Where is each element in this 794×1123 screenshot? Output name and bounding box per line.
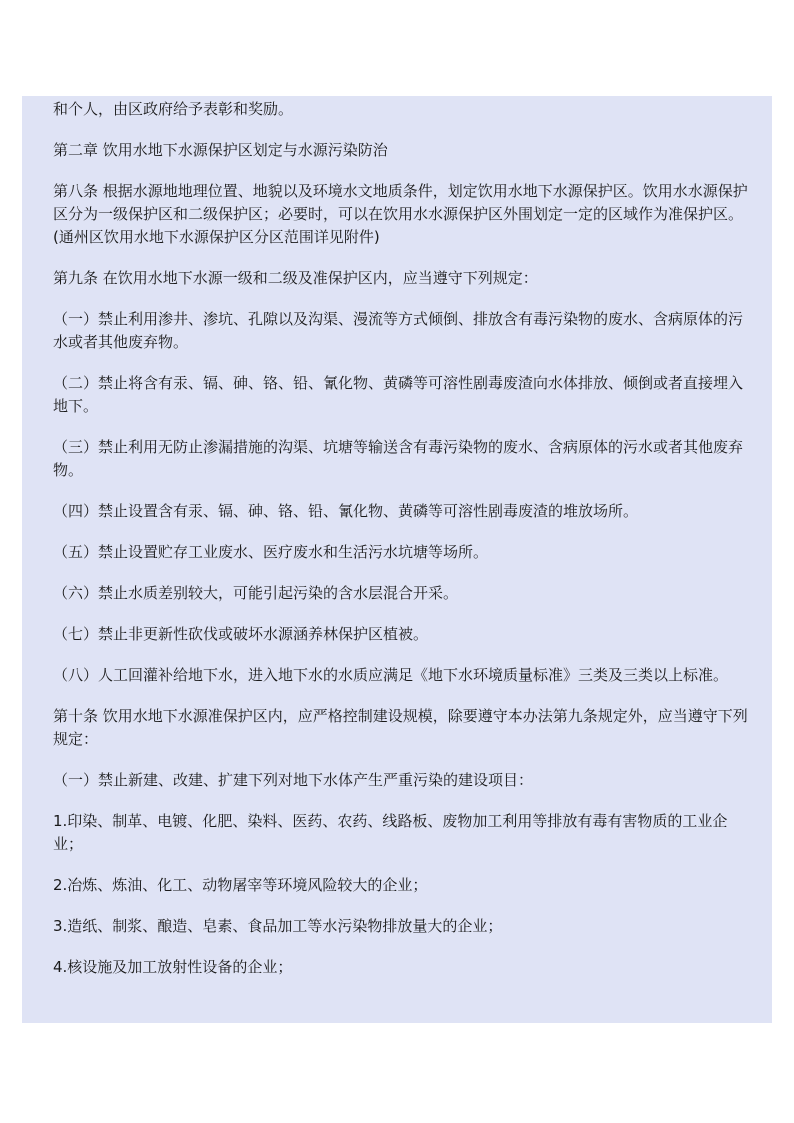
list-item-3: 3.造纸、制浆、酿造、皂素、食品加工等水污染物排放量大的企业； [53,917,503,935]
article-9-item-4: （四）禁止设置含有汞、镉、砷、铬、铅、氰化物、黄磷等可溶性剧毒废渣的堆放场所。 [53,502,639,520]
chapter-heading: 第二章 饮用水地下水源保护区划定与水源污染防治 [53,141,388,159]
list-item-1: 1.印染、制革、电镀、化肥、染料、医药、农药、线路板、废物加工利用等排放有毒有害物质的工业企业； [53,812,728,853]
article-9-item-3: （三）禁止利用无防止渗漏措施的沟渠、坑塘等输送含有毒污染物的废水、含病原体的污水或者其他废弃物。 [53,438,744,479]
article-8: 第八条 根据水源地地理位置、地貌以及环境水文地质条件，划定饮用水地下水源保护区。饮用水水源保护区分为一级保护区和二级保护区；必要时，可以在饮用水水源保护区外围划定一定的区域作为准保护区。(通州区饮用水地下水源保护区分区范围详见附件) [53,182,748,246]
article-9-item-7: （七）禁止非更新性砍伐或破坏水源涵养林保护区植被。 [53,625,429,643]
article-10: 第十条 饮用水地下水源准保护区内，应严格控制建设规模，除要遵守本办法第九条规定外，应当遵守下列规定： [53,707,748,748]
document-content-panel [22,96,772,1023]
article-9-item-1: （一）禁止利用渗井、渗坑、孔隙以及沟渠、漫流等方式倾倒、排放含有毒污染物的废水、含病原体的污水或者其他废弃物。 [53,310,744,351]
article-9-item-5: （五）禁止设置贮存工业废水、医疗废水和生活污水坑塘等场所。 [53,543,489,561]
list-item-4: 4.核设施及加工放射性设备的企业； [53,958,293,976]
article-10-item-1: （一）禁止新建、改建、扩建下列对地下水体产生严重污染的建设项目： [53,771,534,789]
article-9: 第九条 在饮用水地下水源一级和二级及准保护区内，应当遵守下列规定： [53,269,538,287]
paragraph-continuation: 和个人，由区政府给予表彰和奖励。 [53,100,294,118]
article-9-item-8: （八）人工回灌补给地下水，进入地下水的水质应满足《地下水环境质量标准》三类及三类以上标准。 [53,666,729,684]
article-9-item-2: （二）禁止将含有汞、镉、砷、铬、铅、氰化物、黄磷等可溶性剧毒废渣向水体排放、倾倒或者直接埋入地下。 [53,374,744,415]
list-item-2: 2.冶炼、炼油、化工、动物屠宰等环境风险较大的企业； [53,876,428,894]
article-9-item-6: （六）禁止水质差别较大，可能引起污染的含水层混合开采。 [53,584,459,602]
